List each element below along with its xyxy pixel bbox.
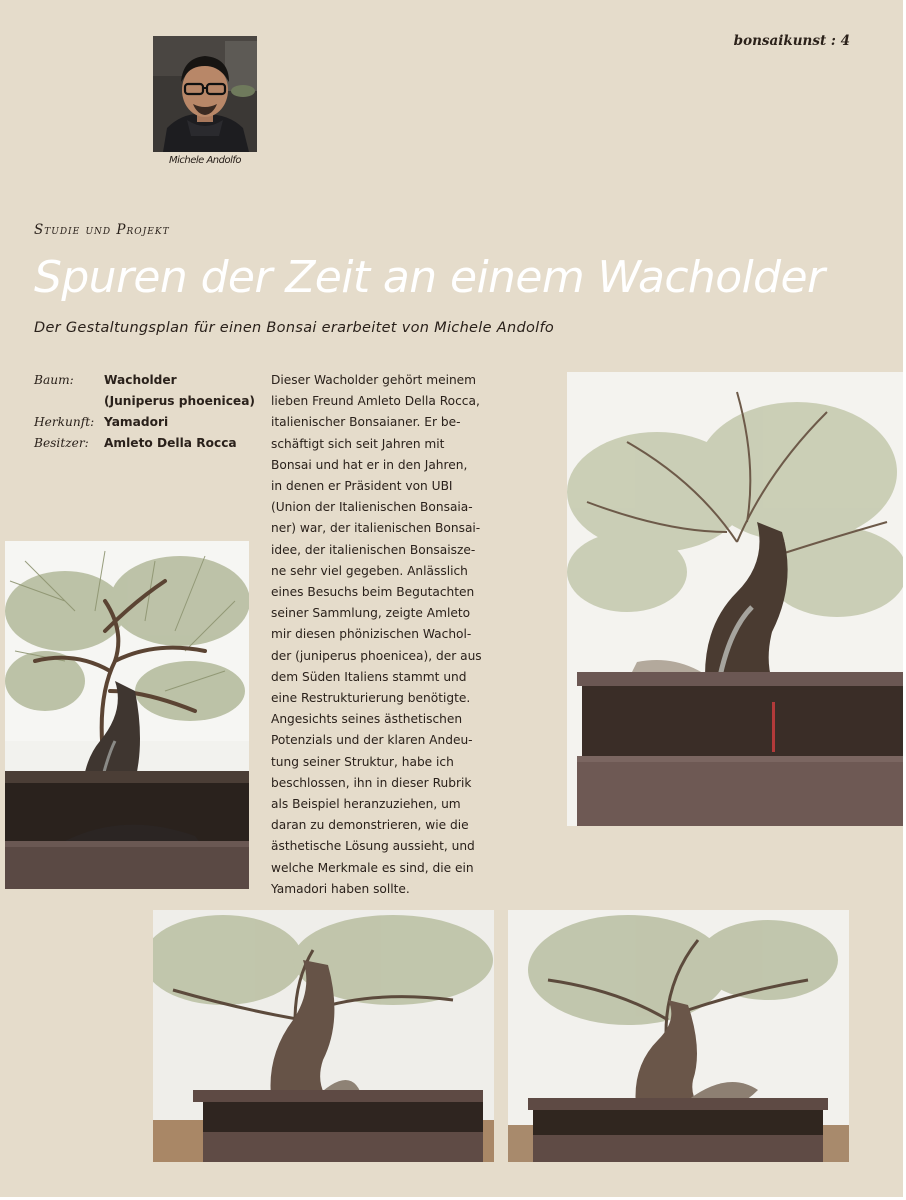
fact-value: Amleto Della Rocca xyxy=(104,436,237,450)
bonsai-photo-side-left xyxy=(153,910,494,1162)
body-line: lieben Freund Amleto Della Rocca, xyxy=(271,394,480,409)
body-line: italienischer Bonsaianer. Er be- xyxy=(271,415,461,430)
fact-row xyxy=(34,391,274,412)
body-line: ne sehr viel gegeben. Anlässlich xyxy=(271,563,468,578)
body-line: tung seiner Struktur, habe ich xyxy=(271,754,454,769)
fact-value: Yamadori xyxy=(104,415,169,429)
fact-value: (Juniperus phoenicea) xyxy=(104,394,255,408)
fact-value: Wacholder xyxy=(104,373,177,387)
fact-label: Besitzer: xyxy=(34,436,89,450)
body-line: Angesichts seines ästhetischen xyxy=(271,712,463,727)
article-title: Spuren der Zeit an einem Wacholder xyxy=(34,252,825,303)
body-line: welche Merkmale es sind, die ein xyxy=(271,860,474,875)
bonsai-photo-main xyxy=(567,372,906,826)
section-label: Studie und Projekt xyxy=(34,222,170,238)
article-body xyxy=(271,370,511,900)
bonsai-photo-side-right xyxy=(508,910,849,1162)
fact-row xyxy=(34,433,274,454)
body-line: ästhetische Lösung aussieht, und xyxy=(271,839,475,854)
body-line: dem Süden Italiens stammt und xyxy=(271,669,467,684)
body-line: (Union der Italienischen Bonsaia- xyxy=(271,500,473,515)
fact-label: Baum: xyxy=(34,373,74,387)
body-line: schäftigt sich seit Jahren mit xyxy=(271,436,445,451)
fact-row xyxy=(34,370,274,391)
body-line: Dieser Wacholder gehört meinem xyxy=(271,373,477,387)
body-line: der (juniperus phoenicea), der aus xyxy=(271,648,482,663)
portrait-caption: Michele Andolfo xyxy=(168,155,242,166)
body-line: ner) war, der italienischen Bonsai- xyxy=(271,521,481,536)
body-line: Potenzials und der klaren Andeu- xyxy=(271,733,473,748)
article-subtitle: Der Gestaltungsplan für einen Bonsai erarbeitet von Michele Andolfo xyxy=(34,320,555,336)
body-line: mir diesen phönizischen Wachol- xyxy=(271,627,472,642)
body-line: eines Besuchs beim Begutachten xyxy=(271,585,475,600)
bonsai-photo-front xyxy=(5,541,249,889)
tree-facts xyxy=(34,370,274,454)
body-line: eine Restrukturierung benötigte. xyxy=(271,691,471,706)
body-line: daran zu demonstrieren, wie die xyxy=(271,818,469,833)
fact-label: Herkunft: xyxy=(34,415,95,429)
body-line: Yamadori haben sollte. xyxy=(271,881,410,896)
page-folio: bonsaikunst : 4 xyxy=(733,33,850,49)
body-line: idee, der italienischen Bonsaisze- xyxy=(271,542,476,557)
fact-row xyxy=(34,412,274,433)
body-line: seiner Sammlung, zeigte Amleto xyxy=(271,606,471,621)
fact-label xyxy=(34,391,104,412)
body-line: beschlossen, ihn in dieser Rubrik xyxy=(271,775,472,790)
body-line: Bonsai und hat er in den Jahren, xyxy=(271,457,468,472)
body-line: als Beispiel heranzuziehen, um xyxy=(271,797,461,812)
author-portrait xyxy=(153,36,257,152)
body-line: in denen er Präsident von UBI xyxy=(271,479,453,494)
